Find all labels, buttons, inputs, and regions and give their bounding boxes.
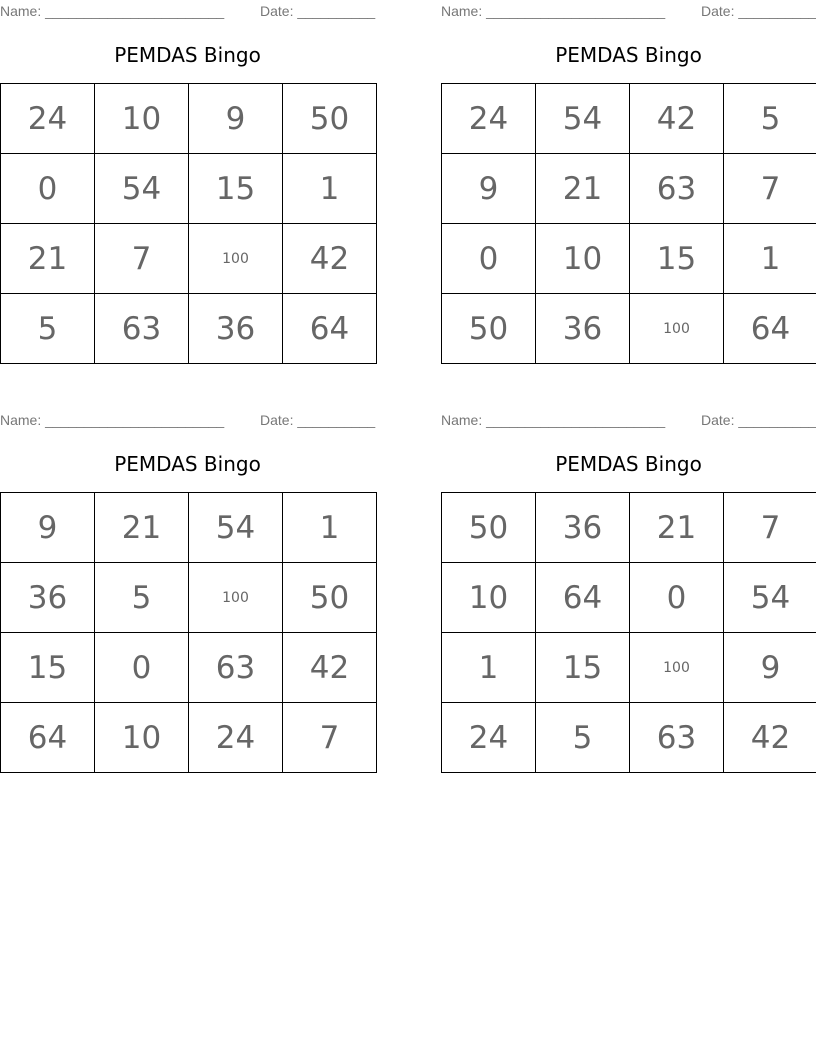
bingo-cell: 10	[536, 224, 630, 294]
bingo-row	[1, 224, 377, 294]
bingo-cell: 42	[283, 633, 377, 703]
date-field-label: Date: __________	[701, 3, 816, 19]
bingo-card-1	[0, 0, 375, 365]
bingo-cell: 21	[536, 154, 630, 224]
bingo-cell: 50	[283, 563, 377, 633]
card-title: PEMDAS Bingo	[114, 452, 261, 476]
bingo-cell: 0	[1, 154, 95, 224]
bingo-cell: 9	[724, 633, 816, 703]
bingo-cell: 1	[442, 633, 536, 703]
date-field-label: Date: __________	[260, 3, 376, 19]
bingo-cell: 50	[442, 493, 536, 563]
bingo-cell: 63	[95, 294, 189, 364]
bingo-cell: 42	[724, 703, 816, 773]
bingo-card-2	[441, 0, 816, 365]
bingo-row	[1, 493, 377, 563]
bingo-cell: 15	[630, 224, 724, 294]
bingo-cell: 21	[1, 224, 95, 294]
bingo-grid	[0, 83, 377, 364]
bingo-cell: 54	[95, 154, 189, 224]
bingo-cell: 36	[536, 493, 630, 563]
bingo-row	[1, 84, 377, 154]
bingo-cell: 64	[283, 294, 377, 364]
bingo-row	[442, 703, 816, 773]
bingo-cell: 50	[283, 84, 377, 154]
date-field-label: Date: __________	[260, 412, 376, 428]
bingo-row	[1, 563, 377, 633]
bingo-cell: 100	[189, 224, 283, 294]
bingo-cell: 10	[95, 84, 189, 154]
bingo-cell: 42	[283, 224, 377, 294]
bingo-cell: 9	[189, 84, 283, 154]
bingo-grid	[0, 492, 377, 773]
bingo-cell: 5	[95, 563, 189, 633]
bingo-cell: 63	[189, 633, 283, 703]
bingo-cell: 100	[630, 294, 724, 364]
bingo-cell: 9	[1, 493, 95, 563]
bingo-row	[442, 84, 816, 154]
bingo-row	[1, 154, 377, 224]
bingo-cell: 64	[1, 703, 95, 773]
bingo-cell: 36	[189, 294, 283, 364]
bingo-cell: 24	[189, 703, 283, 773]
name-field-label: Name: _______________________	[441, 3, 666, 19]
bingo-cell: 7	[283, 703, 377, 773]
bingo-cell: 10	[442, 563, 536, 633]
bingo-row	[1, 633, 377, 703]
bingo-cell: 5	[1, 294, 95, 364]
bingo-cell: 15	[536, 633, 630, 703]
bingo-cell: 54	[536, 84, 630, 154]
name-field-label: Name: _______________________	[441, 412, 666, 428]
bingo-grid	[441, 83, 816, 364]
bingo-cell: 15	[1, 633, 95, 703]
bingo-cell: 5	[536, 703, 630, 773]
bingo-row	[442, 224, 816, 294]
bingo-cell: 0	[442, 224, 536, 294]
bingo-cell: 63	[630, 703, 724, 773]
bingo-cell: 10	[95, 703, 189, 773]
bingo-cell: 0	[630, 563, 724, 633]
bingo-row	[442, 493, 816, 563]
bingo-row	[442, 294, 816, 364]
bingo-cell: 63	[630, 154, 724, 224]
bingo-row	[1, 294, 377, 364]
name-field-label: Name: _______________________	[0, 412, 225, 428]
bingo-cell: 64	[724, 294, 816, 364]
card-title: PEMDAS Bingo	[114, 43, 261, 67]
card-title: PEMDAS Bingo	[555, 43, 702, 67]
bingo-cell: 54	[724, 563, 816, 633]
bingo-cell: 0	[95, 633, 189, 703]
bingo-cell: 1	[283, 154, 377, 224]
bingo-row	[1, 703, 377, 773]
bingo-cell: 5	[724, 84, 816, 154]
bingo-cell: 7	[724, 154, 816, 224]
bingo-cell: 15	[189, 154, 283, 224]
bingo-cell: 1	[724, 224, 816, 294]
bingo-card-3	[0, 409, 375, 774]
bingo-cell: 24	[1, 84, 95, 154]
name-field-label: Name: _______________________	[0, 3, 225, 19]
bingo-cell: 64	[536, 563, 630, 633]
bingo-cell: 100	[630, 633, 724, 703]
card-title: PEMDAS Bingo	[555, 452, 702, 476]
bingo-cell: 1	[283, 493, 377, 563]
bingo-cell: 54	[189, 493, 283, 563]
bingo-cell: 21	[95, 493, 189, 563]
bingo-grid	[441, 492, 816, 773]
bingo-cell: 24	[442, 84, 536, 154]
bingo-card-4	[441, 409, 816, 774]
bingo-cell: 24	[442, 703, 536, 773]
bingo-cell: 100	[189, 563, 283, 633]
bingo-cell: 42	[630, 84, 724, 154]
bingo-cell: 21	[630, 493, 724, 563]
bingo-row	[442, 154, 816, 224]
bingo-cell: 36	[536, 294, 630, 364]
bingo-cell: 9	[442, 154, 536, 224]
bingo-cell: 7	[724, 493, 816, 563]
date-field-label: Date: __________	[701, 412, 816, 428]
bingo-cell: 7	[95, 224, 189, 294]
bingo-cell: 36	[1, 563, 95, 633]
bingo-row	[442, 633, 816, 703]
bingo-row	[442, 563, 816, 633]
bingo-cell: 50	[442, 294, 536, 364]
